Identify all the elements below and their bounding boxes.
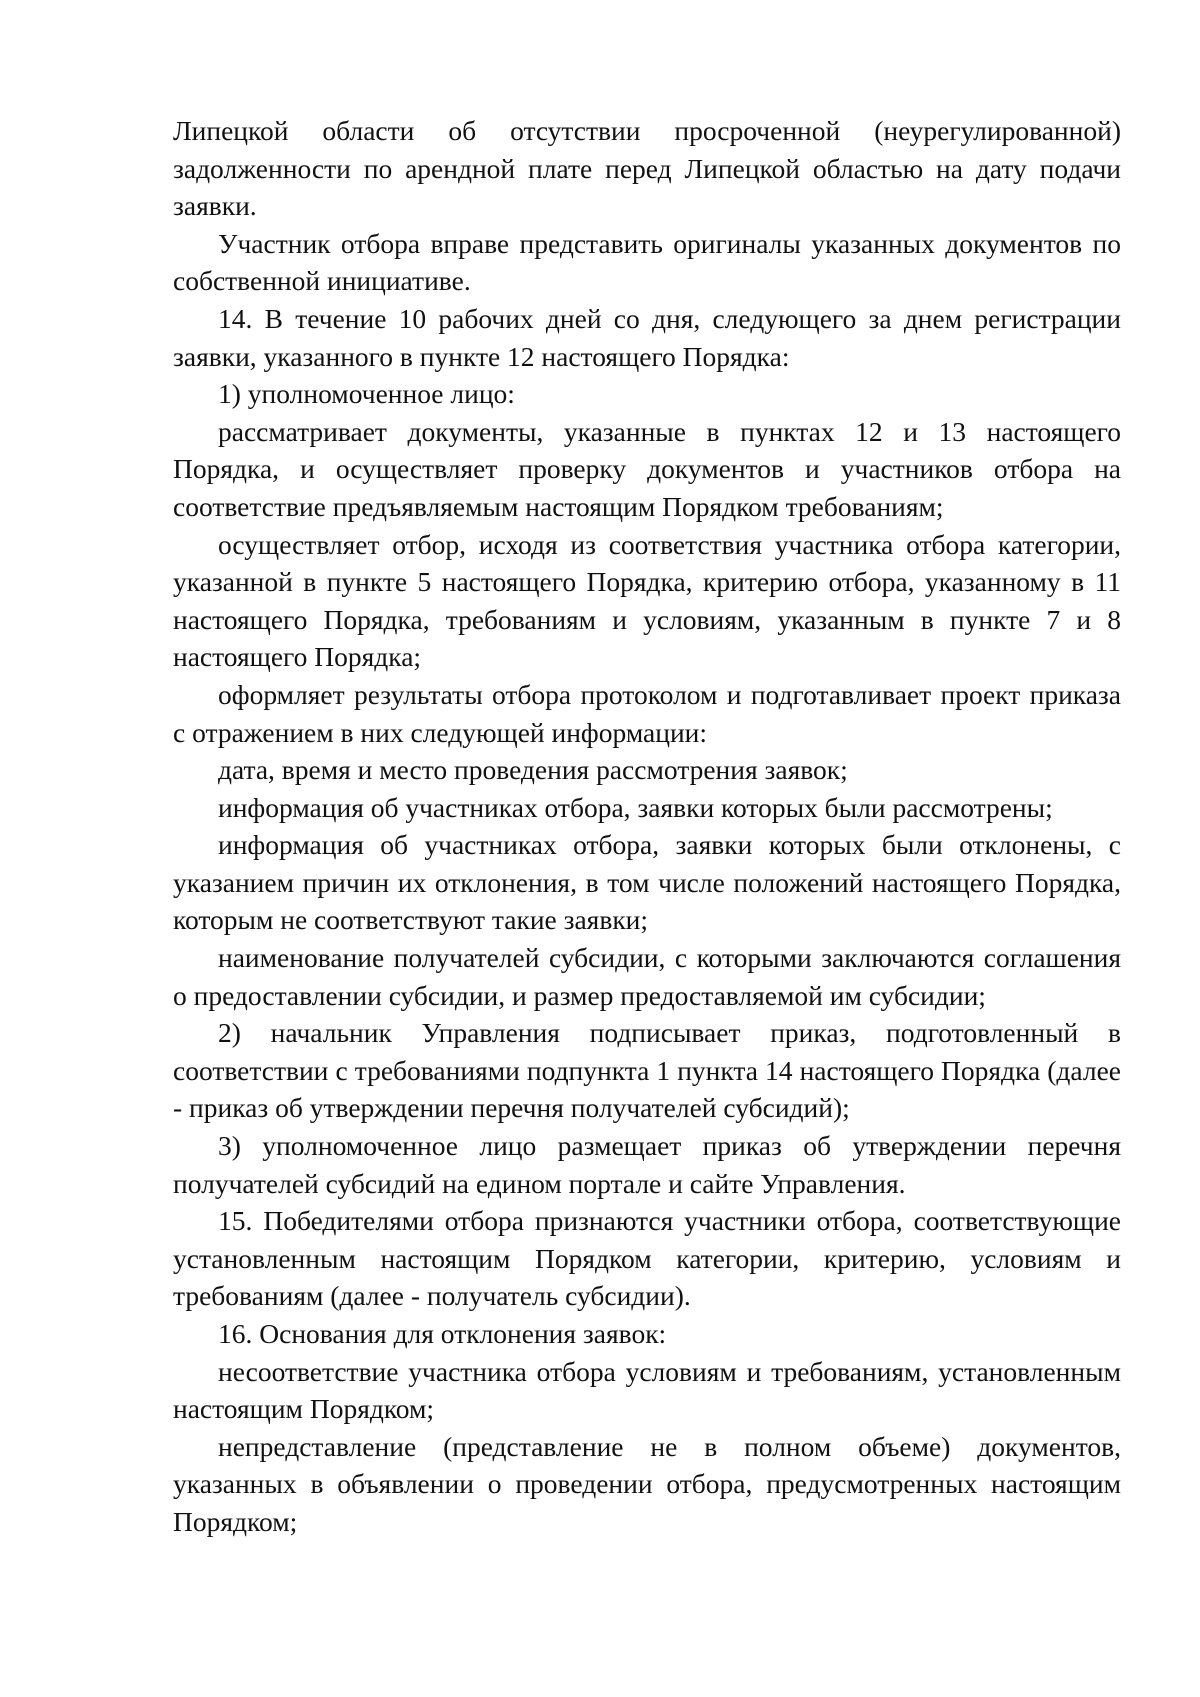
paragraph-originals-right: Участник отбора вправе представить оригиналы указанных документов по собственной инициативе. bbox=[173, 227, 1121, 297]
paragraph-date-time-place: дата, время и место проведения рассмотрения заявок; bbox=[218, 754, 848, 786]
paragraph-reviewed-applications: информация об участниках отбора, заявки которых были рассмотрены; bbox=[218, 791, 1053, 823]
document-page bbox=[173, 112, 1121, 1541]
paragraph-performs-selection: осуществляет отбор, исходя из соответствия участника отбора категории, указанной в пункте 5 настоящего Порядка, критерию отбора, указанному в 11 настоящего Порядка, требованиям и условиям, указанным в пункте 7 и 8 настоящего Порядка; bbox=[173, 528, 1121, 673]
paragraph-rejection-incomplete: непредставление (представление не в полном объеме) документов, указанных в объявлении о проведении отбора, предусмотренных настоящим Порядком; bbox=[173, 1430, 1121, 1537]
paragraph-item-14: 14. В течение 10 рабочих дней со дня, следующего за днем регистрации заявки, указанного в пункте 12 настоящего Порядка: bbox=[173, 302, 1121, 372]
paragraph-protocol: оформляет результаты отбора протоколом и подготавливает проект приказа с отражением в них следующей информации: bbox=[173, 678, 1121, 748]
paragraph-item-15: 15. Победителями отбора признаются участники отбора, соответствующие установленным настоящим Порядком категории, критерию, условиям и требованиям (далее - получатель субсидии). bbox=[173, 1205, 1121, 1312]
paragraph-subitem-1: 1) уполномоченное лицо: bbox=[218, 378, 515, 410]
paragraph-arrears-certificate: Липецкой области об отсутствии просроченной (неурегулированной) задолженности по арендной плате перед Липецкой областью на дату подачи заявки. bbox=[173, 115, 1121, 222]
paragraph-recipients-names: наименование получателей субсидии, с которыми заключаются соглашения о предоставлении субсидии, и размер предоставляемой им субсидии; bbox=[173, 942, 1121, 1011]
paragraph-item-16: 16. Основания для отклонения заявок: bbox=[218, 1318, 667, 1349]
paragraph-subitem-3: 3) уполномоченное лицо размещает приказ об утверждении перечня получателей субсидий на едином портале и сайте Управления. bbox=[173, 1130, 1121, 1199]
paragraph-subitem-2: 2) начальник Управления подписывает приказ, подготовленный в соответствии с требованиями подпункта 1 пункта 14 настоящего Порядка (далее - приказ об утверждении перечня получателей субсидий); bbox=[173, 1017, 1121, 1124]
paragraph-rejection-nonconformity: несоответствие участника отбора условиям и требованиям, установленным настоящим Порядком; bbox=[173, 1355, 1121, 1425]
paragraph-rejected-applications: информация об участниках отбора, заявки которых были отклонены, с указанием причин их отклонения, в том числе положений настоящего Порядка, которым не соответствуют такие заявки; bbox=[173, 829, 1121, 936]
paragraph-reviews-documents: рассматривает документы, указанные в пунктах 12 и 13 настоящего Порядка, и осуществляет проверку документов и участников отбора на соответствие предъявляемым настоящим Порядком требованиям; bbox=[173, 415, 1121, 522]
